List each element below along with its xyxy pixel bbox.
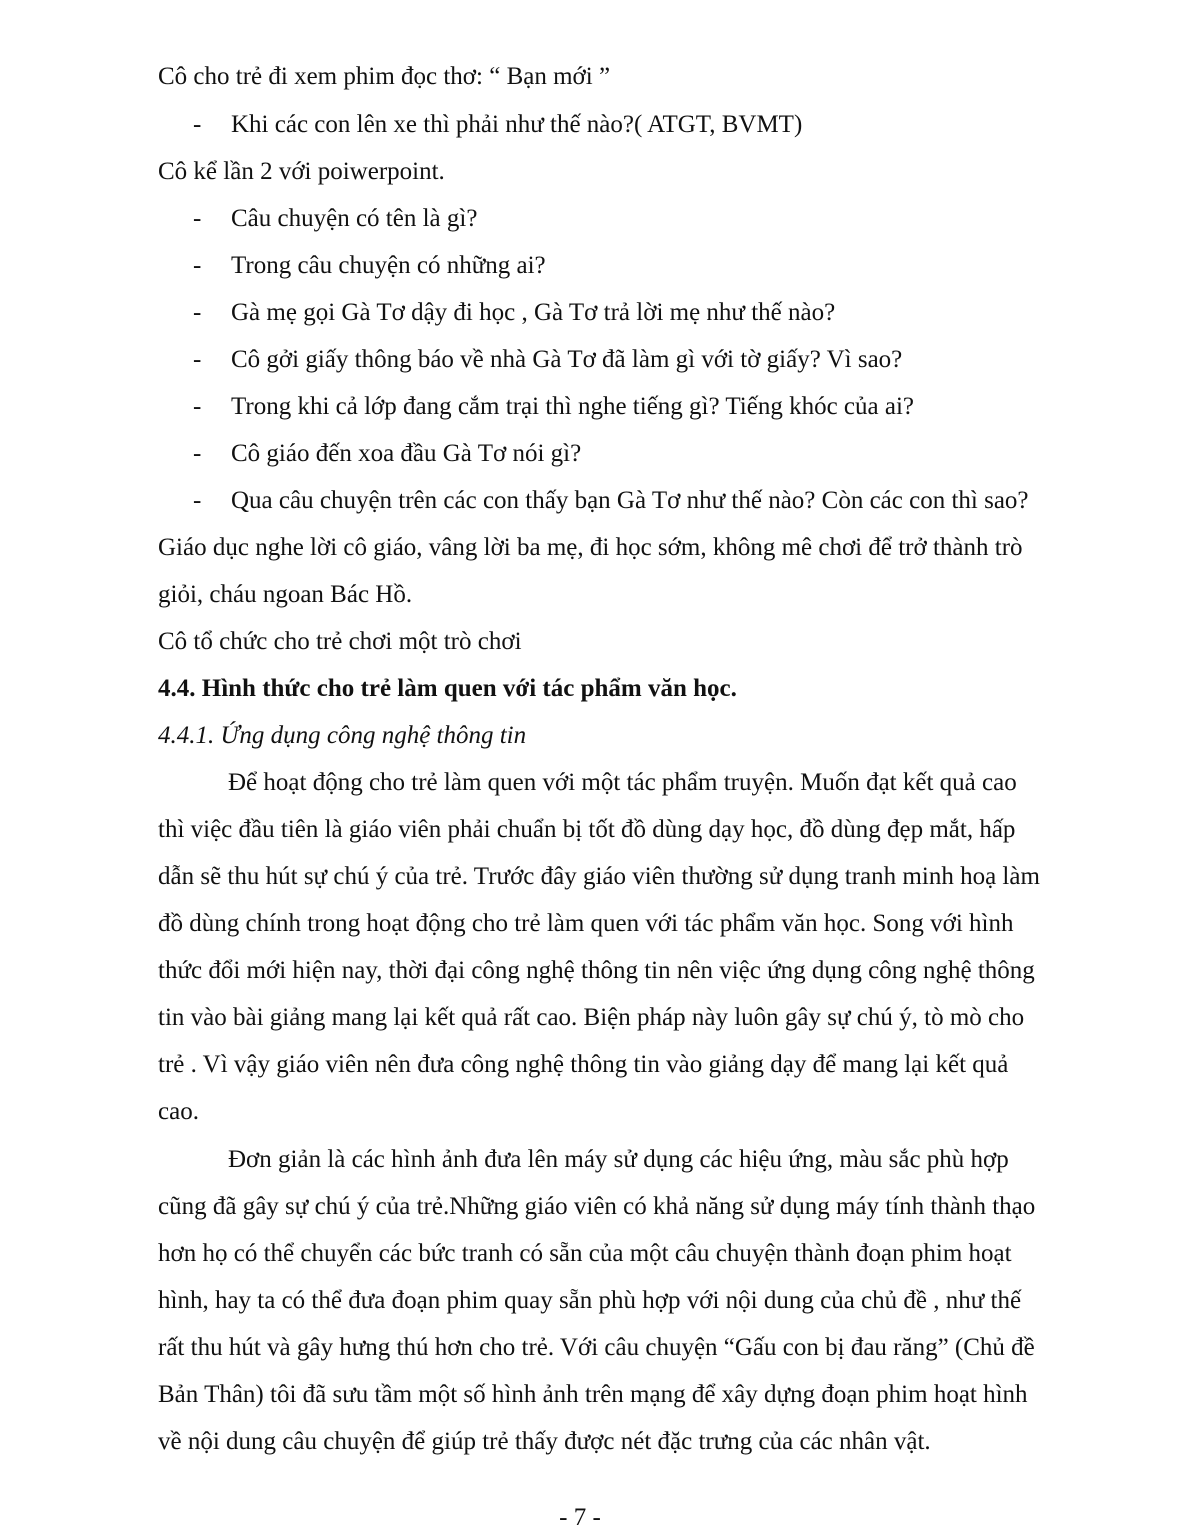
paragraph-line: về nội dung câu chuyện để giúp trẻ thấy được nét đặc trưng của các nhân vật. xyxy=(158,1428,931,1455)
paragraph-line: dẫn sẽ thu hút sự chú ý của trẻ. Trước đây giáo viên thường sử dụng tranh minh hoạ làm xyxy=(158,863,1040,890)
question-item: Qua câu chuyện trên các con thấy bạn Gà Tơ như thế nào? Còn các con thì sao? xyxy=(231,487,1029,514)
paragraph-line: cũng đã gây sự chú ý của trẻ.Những giáo viên có khả năng sử dụng máy tính thành thạo xyxy=(158,1193,1036,1220)
paragraph-line: Để hoạt động cho trẻ làm quen với một tác phẩm truyện. Muốn đạt kết quả cao xyxy=(228,769,1017,796)
question-item: Trong khi cả lớp đang cắm trại thì nghe tiếng gì? Tiếng khóc của ai? xyxy=(231,393,914,420)
paragraph-line: trẻ . Vì vậy giáo viên nên đưa công nghệ thông tin vào giảng dạy để mang lại kết quả xyxy=(158,1051,1009,1078)
education-line: Giáo dục nghe lời cô giáo, vâng lời ba mẹ, đi học sớm, không mê chơi để trở thành trò xyxy=(158,534,1023,561)
paragraph-line: Đơn giản là các hình ảnh đưa lên máy sử dụng các hiệu ứng, màu sắc phù hợp xyxy=(228,1146,1009,1173)
bullet-marker: - xyxy=(193,346,202,373)
bullet-marker: - xyxy=(193,299,202,326)
question-item: Câu chuyện có tên là gì? xyxy=(231,205,478,232)
paragraph-line: thức đổi mới hiện nay, thời đại công nghệ thông tin nên việc ứng dụng công nghệ thông xyxy=(158,957,1035,984)
section-heading: 4.4. Hình thức cho trẻ làm quen với tác phẩm văn học. xyxy=(158,675,737,702)
paragraph-line: tin vào bài giảng mang lại kết quả rất cao. Biện pháp này luôn gây sự chú ý, tò mò cho xyxy=(158,1004,1025,1031)
education-line: giỏi, cháu ngoan Bác Hồ. xyxy=(158,581,413,608)
bullet-marker: - xyxy=(193,252,202,279)
paragraph-line: cao. xyxy=(158,1098,199,1125)
question-item: Cô giáo đến xoa đầu Gà Tơ nói gì? xyxy=(231,440,582,467)
paragraph-line: hơn họ có thể chuyển các bức tranh có sẵn của một câu chuyện thành đoạn phim hoạt xyxy=(158,1240,1012,1267)
bullet-marker: - xyxy=(193,393,202,420)
paragraph-line: rất thu hút và gây hưng thú hơn cho trẻ. Với câu chuyện “Gấu con bị đau răng” (Chủ đề xyxy=(158,1334,1035,1361)
question-item: Cô gởi giấy thông báo về nhà Gà Tơ đã làm gì với tờ giấy? Vì sao? xyxy=(231,346,903,373)
intro-line-2: Cô kể lần 2 với poiwerpoint. xyxy=(158,158,445,185)
intro-line-1: Cô cho trẻ đi xem phim đọc thơ: “ Bạn mới ” xyxy=(158,63,611,90)
paragraph-line: đồ dùng chính trong hoạt động cho trẻ làm quen với tác phẩm văn học. Song với hình xyxy=(158,910,1014,937)
bullet-marker: - xyxy=(193,205,202,232)
question-item: Khi các con lên xe thì phải như thế nào?( ATGT, BVMT) xyxy=(231,111,803,138)
subsection-heading: 4.4.1. Ứng dụng công nghệ thông tin xyxy=(158,722,527,749)
paragraph-line: Bản Thân) tôi đã sưu tầm một số hình ảnh trên mạng để xây dựng đoạn phim hoạt hình xyxy=(158,1381,1028,1408)
bullet-marker: - xyxy=(193,111,202,138)
question-item: Gà mẹ gọi Gà Tơ dậy đi học , Gà Tơ trả lời mẹ như thế nào? xyxy=(231,299,836,326)
game-line: Cô tổ chức cho trẻ chơi một trò chơi xyxy=(158,628,522,655)
paragraph-line: hình, hay ta có thể đưa đoạn phim quay sẵn phù hợp với nội dung của chủ đề , như thế xyxy=(158,1287,1022,1314)
bullet-marker: - xyxy=(193,440,202,467)
question-item: Trong câu chuyện có những ai? xyxy=(231,252,546,279)
page-number: - 7 - xyxy=(559,1504,601,1531)
paragraph-line: thì việc đầu tiên là giáo viên phải chuẩn bị tốt đồ dùng dạy học, đồ dùng đẹp mắt, hấp xyxy=(158,816,1016,843)
bullet-marker: - xyxy=(193,487,202,514)
